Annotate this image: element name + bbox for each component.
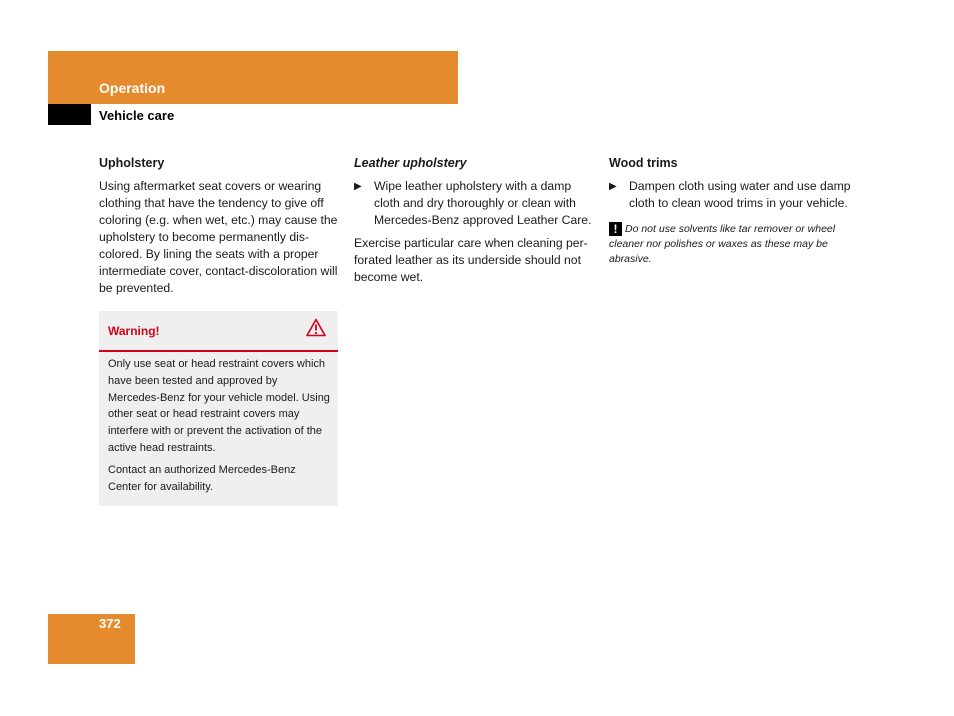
column-wood-trims xyxy=(609,155,851,267)
exclamation-icon: ! xyxy=(609,222,622,236)
section-marker xyxy=(48,104,91,125)
warning-box xyxy=(99,311,338,506)
subsection-title: Vehicle care xyxy=(99,108,175,123)
warning-triangle-icon xyxy=(306,318,326,342)
wood-trims-heading: Wood trims xyxy=(609,156,678,170)
column-upholstery xyxy=(99,155,341,506)
upholstery-heading: Upholstery xyxy=(99,156,165,170)
leather-text: Exercise particular care when cleaning per-forated leather as its underside should not become wet. xyxy=(354,236,588,284)
leather-upholstery-heading: Leather upholstery xyxy=(354,156,467,170)
list-item xyxy=(609,178,851,212)
warning-paragraph: Contact an authorized Mercedes-Benz Center for availability. xyxy=(108,463,296,493)
page-number: 372 xyxy=(99,616,121,631)
bullet-text: Dampen cloth using water and use damp cloth to clean wood trims in your vehicle. xyxy=(629,179,851,210)
section-title: Operation xyxy=(99,80,166,96)
column-leather-upholstery xyxy=(354,155,596,292)
upholstery-text: Using aftermarket seat covers or wearing clothing that have the tendency to give off coloring (e.g. when wet, etc.) may cause the upholstery to become permanently dis-colored. By lining the seats with a proper intermediate cover, contact-discoloration will be prevented. xyxy=(99,179,338,295)
bullet-arrow-icon: ▶ xyxy=(354,181,362,192)
bullet-arrow-icon: ▶ xyxy=(609,181,617,192)
page-number-tab xyxy=(48,614,135,664)
notice-text: Do not use solvents like tar remover or wheel cleaner nor polishes or waxes as these may be abrasive. xyxy=(609,223,836,265)
warning-header xyxy=(99,311,338,352)
warning-paragraph: Only use seat or head restraint covers which have been tested and approved by Mercedes-Benz for your vehicle model. Using other seat or head restraint covers may interfere with or prevent the activation of the active head restraints. xyxy=(108,358,330,454)
bullet-text: Wipe leather upholstery with a damp cloth and dry thoroughly or clean with Mercedes-Benz approved Leather Care. xyxy=(374,179,592,227)
warning-body xyxy=(99,352,338,495)
section-header-bar xyxy=(48,51,458,104)
list-item xyxy=(354,178,596,229)
warning-label: Warning! xyxy=(108,324,160,338)
notice xyxy=(609,222,851,267)
